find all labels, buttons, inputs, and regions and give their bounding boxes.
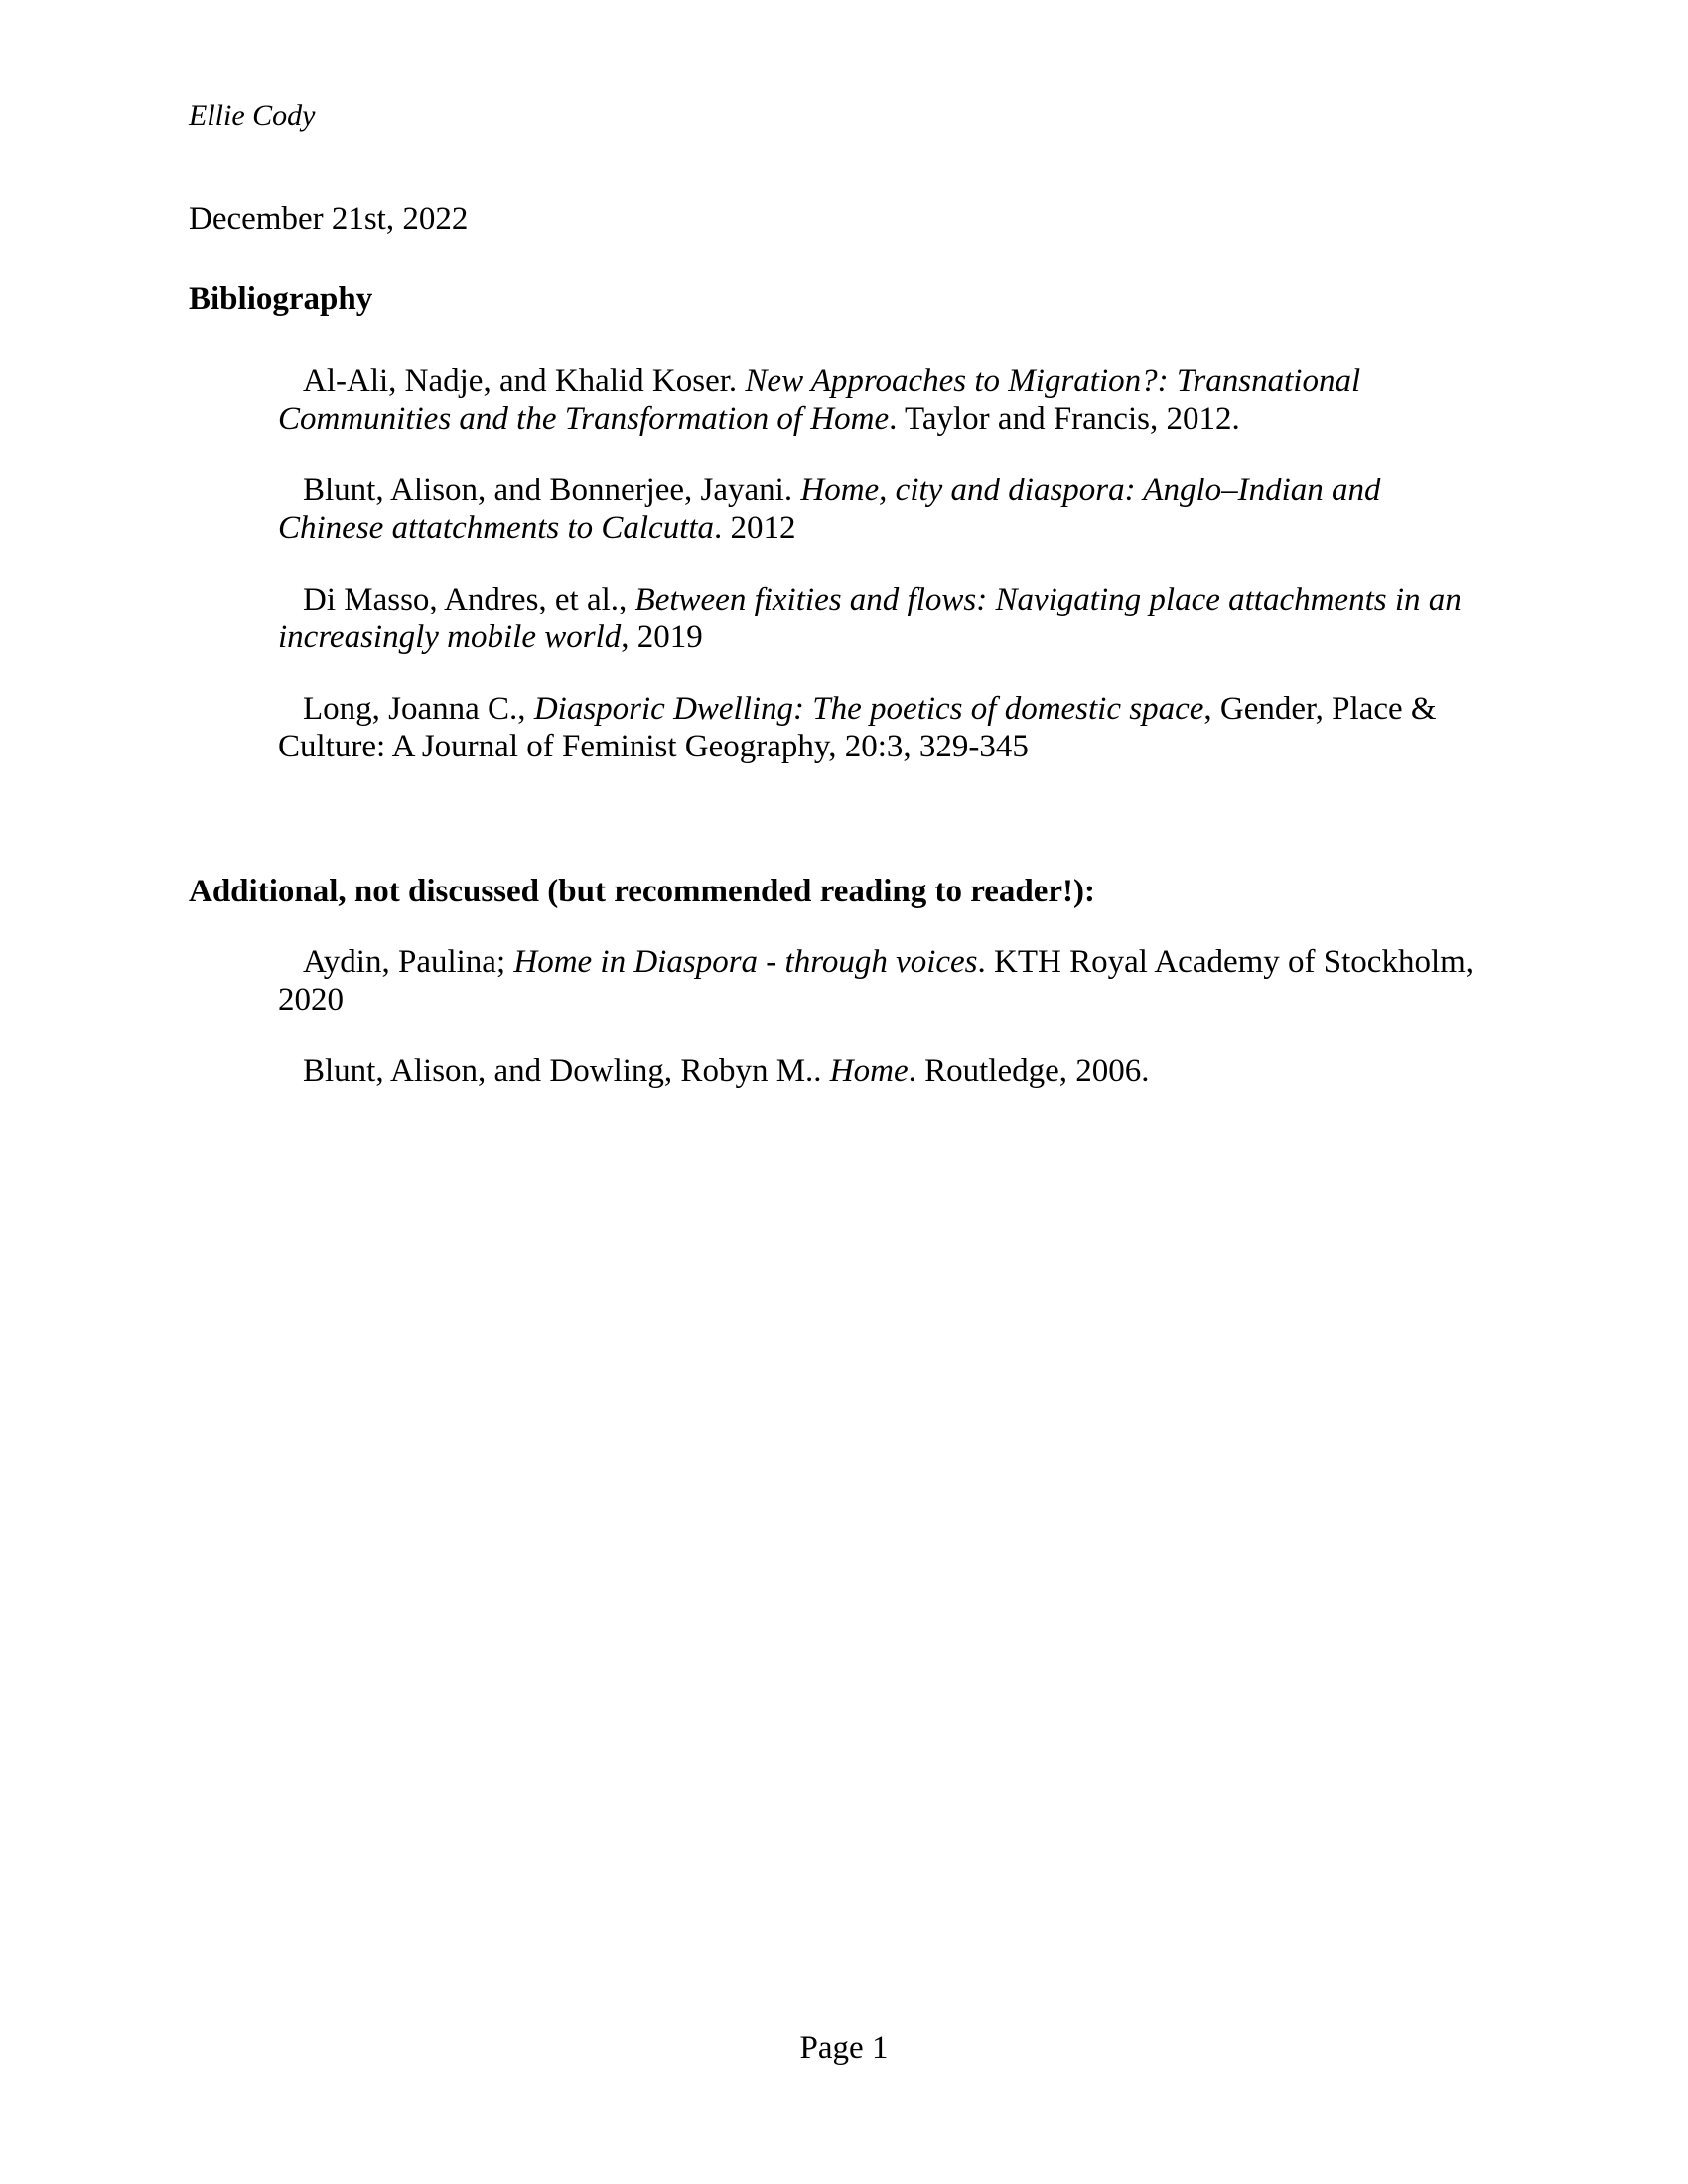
bibliography-entry xyxy=(278,472,1489,547)
bibliography-entry xyxy=(278,362,1489,438)
entry-line xyxy=(278,581,1489,618)
entry-title-segment: New Approaches to Migration?: Transnational xyxy=(745,363,1361,399)
entry-text-segment: , 2019 xyxy=(621,619,703,655)
entry-title-segment: Home in Diaspora - through voices xyxy=(513,944,978,980)
entry-title-segment: Diasporic Dwelling: The poetics of domestic space xyxy=(533,691,1204,727)
entry-line xyxy=(278,400,1489,438)
entry-line xyxy=(278,472,1489,509)
entry-text-segment: Culture: A Journal of Feminist Geography, 20:3, 329-345 xyxy=(278,729,1029,764)
document-date: December 21st, 2022 xyxy=(189,202,469,237)
entry-title-segment: Communities and the Transformation of Home xyxy=(278,401,890,437)
entry-text-segment: Aydin, Paulina; xyxy=(303,944,514,980)
entry-line xyxy=(278,618,1489,656)
additional-reading-heading: Additional, not discussed (but recommended reading to reader!): xyxy=(189,874,1096,909)
entry-text-segment: Blunt, Alison, and Dowling, Robyn M.. xyxy=(303,1053,830,1089)
entry-text-segment: . Routledge, 2006. xyxy=(908,1053,1150,1089)
bibliography-entry xyxy=(278,1052,1489,1090)
bibliography-entry xyxy=(278,690,1489,765)
entry-title-segment: increasingly mobile world xyxy=(278,619,622,655)
entry-line xyxy=(278,509,1489,547)
entry-text-segment: Blunt, Alison, and Bonnerjee, Jayani. xyxy=(303,473,801,508)
entry-text-segment: Di Masso, Andres, et al., xyxy=(303,582,635,617)
entry-title-segment: Home xyxy=(829,1053,909,1089)
entry-line xyxy=(278,362,1489,400)
entry-text-segment: . KTH Royal Academy of Stockholm, xyxy=(977,944,1475,980)
entry-line xyxy=(278,943,1489,981)
bibliography-heading: Bibliography xyxy=(189,281,373,317)
entry-line xyxy=(278,1052,1489,1090)
bibliography-entry-list xyxy=(189,362,1489,765)
entry-line xyxy=(278,728,1489,765)
entry-text-segment: Al-Ali, Nadje, and Khalid Koser. xyxy=(303,363,746,399)
entry-title-segment: Between fixities and flows: Navigating place attachments in an xyxy=(634,582,1462,617)
entry-text-segment: . Taylor and Francis, 2012. xyxy=(889,401,1240,437)
entry-text-segment: . 2012 xyxy=(714,510,796,546)
additional-entry-list xyxy=(189,943,1489,1090)
entry-text-segment: Long, Joanna C., xyxy=(303,691,534,727)
bibliography-entry xyxy=(278,943,1489,1019)
entry-line xyxy=(278,690,1489,728)
bibliography-entry xyxy=(278,581,1489,656)
entry-title-segment: Chinese attatchments to Calcutta xyxy=(278,510,715,546)
entry-text-segment: 2020 xyxy=(278,982,344,1018)
entry-title-segment: Home, city and diaspora: Anglo–Indian and xyxy=(800,473,1381,508)
entry-line xyxy=(278,981,1489,1019)
footer-page-number: Page 1 xyxy=(799,2030,889,2066)
header-author: Ellie Cody xyxy=(189,99,316,132)
entry-text-segment: , Gender, Place & xyxy=(1203,691,1437,727)
